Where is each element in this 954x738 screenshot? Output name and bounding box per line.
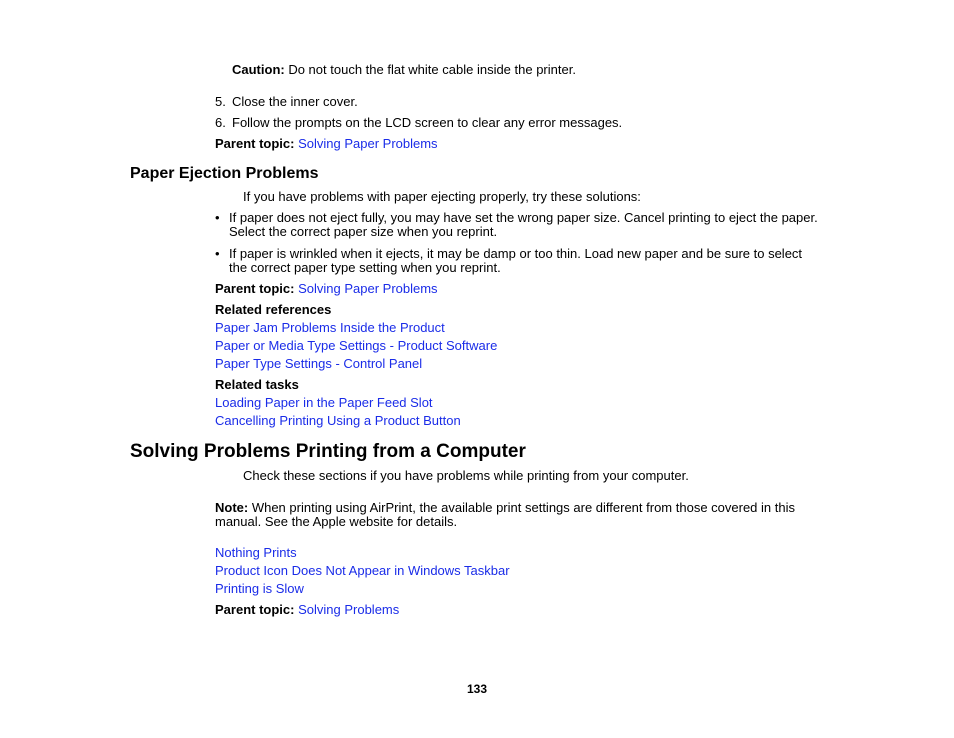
- step-6-text: Follow the prompts on the LCD screen to clear any error messages.: [232, 115, 623, 130]
- link-printing-slow[interactable]: Printing is Slow: [215, 581, 304, 596]
- parent-topic-link[interactable]: Solving Paper Problems: [298, 281, 438, 296]
- section-heading-printing-computer: Solving Problems Printing from a Computer: [130, 441, 526, 462]
- step-5-text: Close the inner cover.: [232, 94, 358, 109]
- step-number: 6.: [215, 115, 226, 130]
- related-tasks-heading: Related tasks: [215, 377, 299, 392]
- link-paper-type-control-panel[interactable]: Paper Type Settings - Control Panel: [215, 356, 423, 371]
- link-media-type-settings[interactable]: Paper or Media Type Settings - Product Software: [215, 338, 498, 353]
- bullet-2-line1: If paper is wrinkled when it ejects, it may be damp or too thin. Load new paper and be sure to select: [229, 246, 803, 261]
- step-6: [215, 115, 226, 131]
- bullet-2-line2: the correct paper type setting when you reprint.: [229, 260, 501, 275]
- caution-text: Do not touch the flat white cable inside the printer.: [284, 62, 576, 77]
- related-references-label: [215, 302, 331, 318]
- link-loading-paper[interactable]: Loading Paper in the Paper Feed Slot: [215, 395, 433, 410]
- bullet-2-marker: •: [215, 246, 220, 261]
- link-nothing-prints[interactable]: Nothing Prints: [215, 545, 297, 560]
- section-heading-paper-ejection: Paper Ejection Problems: [130, 165, 319, 182]
- related-tasks-label: [215, 377, 299, 393]
- related-references-heading: Related references: [215, 302, 332, 317]
- note-text: When printing using AirPrint, the available print settings are different from those covered in this: [248, 500, 795, 515]
- link-paper-jam-inside[interactable]: Paper Jam Problems Inside the Product: [215, 320, 445, 335]
- parent-topic-label: Parent topic:: [215, 281, 295, 296]
- printing-computer-intro: Check these sections if you have problems while printing from your computer.: [243, 468, 689, 483]
- parent-topic-label: Parent topic:: [215, 136, 295, 151]
- bullet-1-line2: Select the correct paper size when you reprint.: [229, 224, 498, 239]
- bullet-1-line1: If paper does not eject fully, you may have set the wrong paper size. Cancel printing to eject the paper.: [229, 210, 818, 225]
- page-number: 133: [466, 682, 488, 696]
- parent-topic-1: [215, 136, 438, 152]
- parent-topic-label: Parent topic:: [215, 602, 295, 617]
- note-line2: manual. See the Apple website for details.: [215, 514, 458, 529]
- step-5: [215, 94, 226, 110]
- step-number: 5.: [215, 94, 226, 109]
- link-cancel-printing[interactable]: Cancelling Printing Using a Product Button: [215, 413, 461, 428]
- parent-topic-2: [215, 281, 438, 297]
- caution-note: [232, 62, 576, 78]
- parent-topic-link[interactable]: Solving Problems: [298, 602, 400, 617]
- bullet-1-marker: •: [215, 210, 220, 225]
- parent-topic-link[interactable]: Solving Paper Problems: [298, 136, 438, 151]
- parent-topic-3: [215, 602, 399, 618]
- paper-ejection-intro: If you have problems with paper ejecting properly, try these solutions:: [243, 189, 641, 204]
- caution-label: Caution:: [232, 62, 285, 77]
- note-label: Note:: [215, 500, 249, 515]
- link-product-icon-taskbar[interactable]: Product Icon Does Not Appear in Windows Taskbar: [215, 563, 510, 578]
